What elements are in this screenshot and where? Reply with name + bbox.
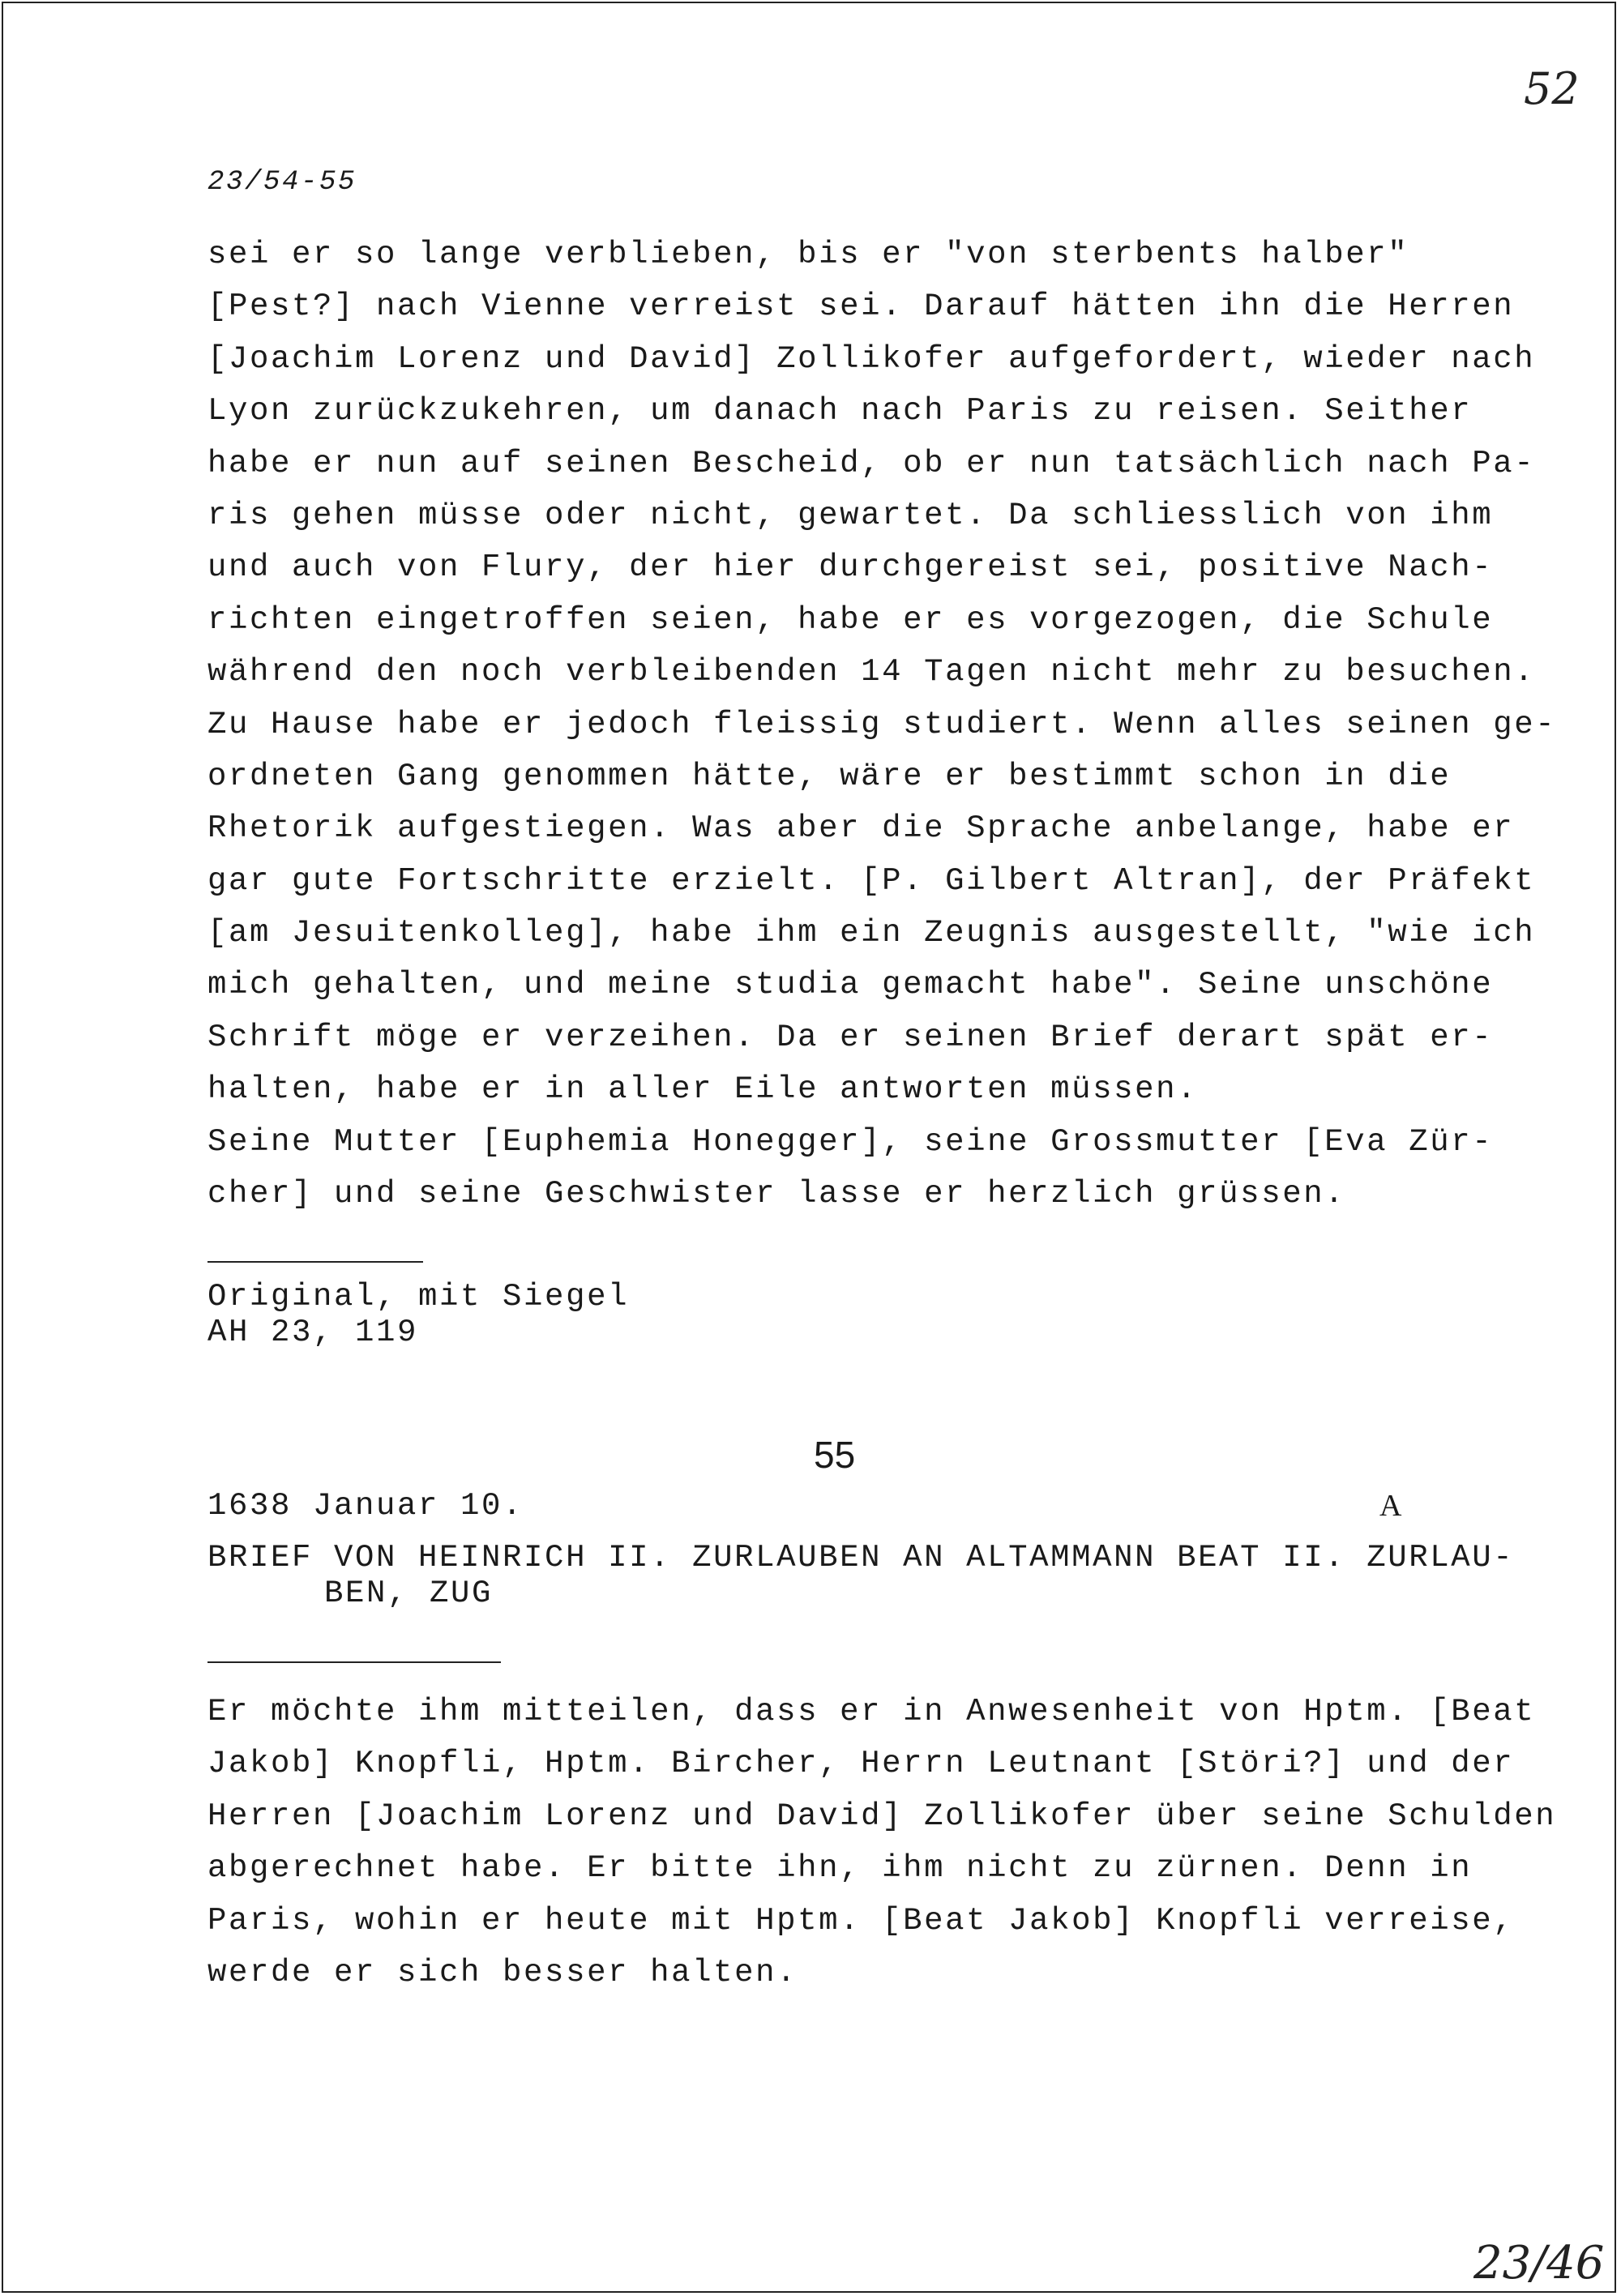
reference-code: 23/54-55 — [207, 167, 357, 198]
text-line: Schrift möge er verzeihen. Da er seinen Brief derart spät er- — [207, 1019, 1494, 1055]
text-line: ris gehen müsse oder nicht, gewartet. Da schliesslich von ihm — [207, 497, 1494, 533]
entry-number: 55 — [814, 1434, 856, 1476]
text-line: Zu Hause habe er jedoch fleissig studiert. Wenn alles seinen ge- — [207, 706, 1557, 742]
text-line: gar gute Fortschritte erzielt. [P. Gilbert Altran], der Präfekt — [207, 862, 1536, 899]
source-note — [207, 1279, 629, 1350]
handwritten-page-number: 52 — [1524, 63, 1580, 114]
text-line: Rhetorik aufgestiegen. Was aber die Sprache anbelange, habe er — [207, 810, 1515, 847]
text-line: und auch von Flury, der hier durchgereist sei, positive Nach- — [207, 549, 1494, 586]
text-line: mich gehalten, und meine studia gemacht habe". Seine unschöne — [207, 967, 1494, 1003]
continuation-paragraph — [207, 229, 1557, 1220]
text-line: [Joachim Lorenz und David] Zollikofer aufgefordert, wieder nach — [207, 340, 1536, 377]
source-note-line: AH 23, 119 — [207, 1315, 419, 1350]
text-line: Er möchte ihm mitteilen, dass er in Anwesenheit von Hptm. [Beat — [207, 1694, 1536, 1729]
text-line: Herren [Joachim Lorenz und David] Zollikofer über seine Schulden — [207, 1798, 1557, 1834]
heading-divider — [207, 1661, 501, 1663]
entry-type-marker: A — [1379, 1489, 1402, 1523]
text-line: sei er so lange verblieben, bis er "von sterbents halber" — [207, 237, 1409, 272]
heading-line: BRIEF VON HEINRICH II. ZURLAUBEN AN ALTAMMANN BEAT II. ZURLAU- — [207, 1540, 1515, 1576]
text-line: Paris, wohin er heute mit Hptm. [Beat Jakob] Knopfli verreise, — [207, 1902, 1515, 1939]
entry-date: 1638 Januar 10. — [207, 1488, 524, 1524]
heading-line: BEN, ZUG — [324, 1576, 494, 1611]
text-line: Jakob] Knopfli, Hptm. Bircher, Herrn Leutnant [Störi?] und der — [207, 1746, 1515, 1782]
text-line: Seine Mutter [Euphemia Honegger], seine Grossmutter [Eva Zür- — [207, 1123, 1494, 1160]
footnote-divider — [207, 1261, 423, 1263]
entry-summary — [207, 1686, 1557, 1999]
text-line: ordneten Gang genommen hätte, wäre er bestimmt schon in die — [207, 758, 1452, 794]
handwritten-archive-number: 23/46 — [1473, 2237, 1605, 2290]
text-line: während den noch verbleibenden 14 Tagen nicht mehr zu besuchen. — [207, 654, 1536, 691]
source-note-line: Original, mit Siegel — [207, 1279, 630, 1315]
text-line: Lyon zurückzukehren, um danach nach Paris zu reisen. Seither — [207, 393, 1473, 430]
text-line: habe er nun auf seinen Bescheid, ob er nun tatsächlich nach Pa- — [207, 445, 1536, 481]
text-line: [am Jesuitenkolleg], habe ihm ein Zeugnis ausgestellt, "wie ich — [207, 915, 1536, 951]
text-line: cher] und seine Geschwister lasse er herzlich grüssen. — [207, 1176, 1346, 1212]
text-line: abgerechnet habe. Er bitte ihn, ihm nicht zu zürnen. Denn in — [207, 1850, 1473, 1887]
text-line: richten eingetroffen seien, habe er es vorgezogen, die Schule — [207, 601, 1494, 638]
entry-heading — [207, 1540, 1515, 1611]
text-line: werde er sich besser halten. — [207, 1954, 798, 1990]
text-line: [Pest?] nach Vienne verreist sei. Darauf hätten ihn die Herren — [207, 289, 1515, 325]
text-line: halten, habe er in aller Eile antworten müssen. — [207, 1071, 1199, 1108]
